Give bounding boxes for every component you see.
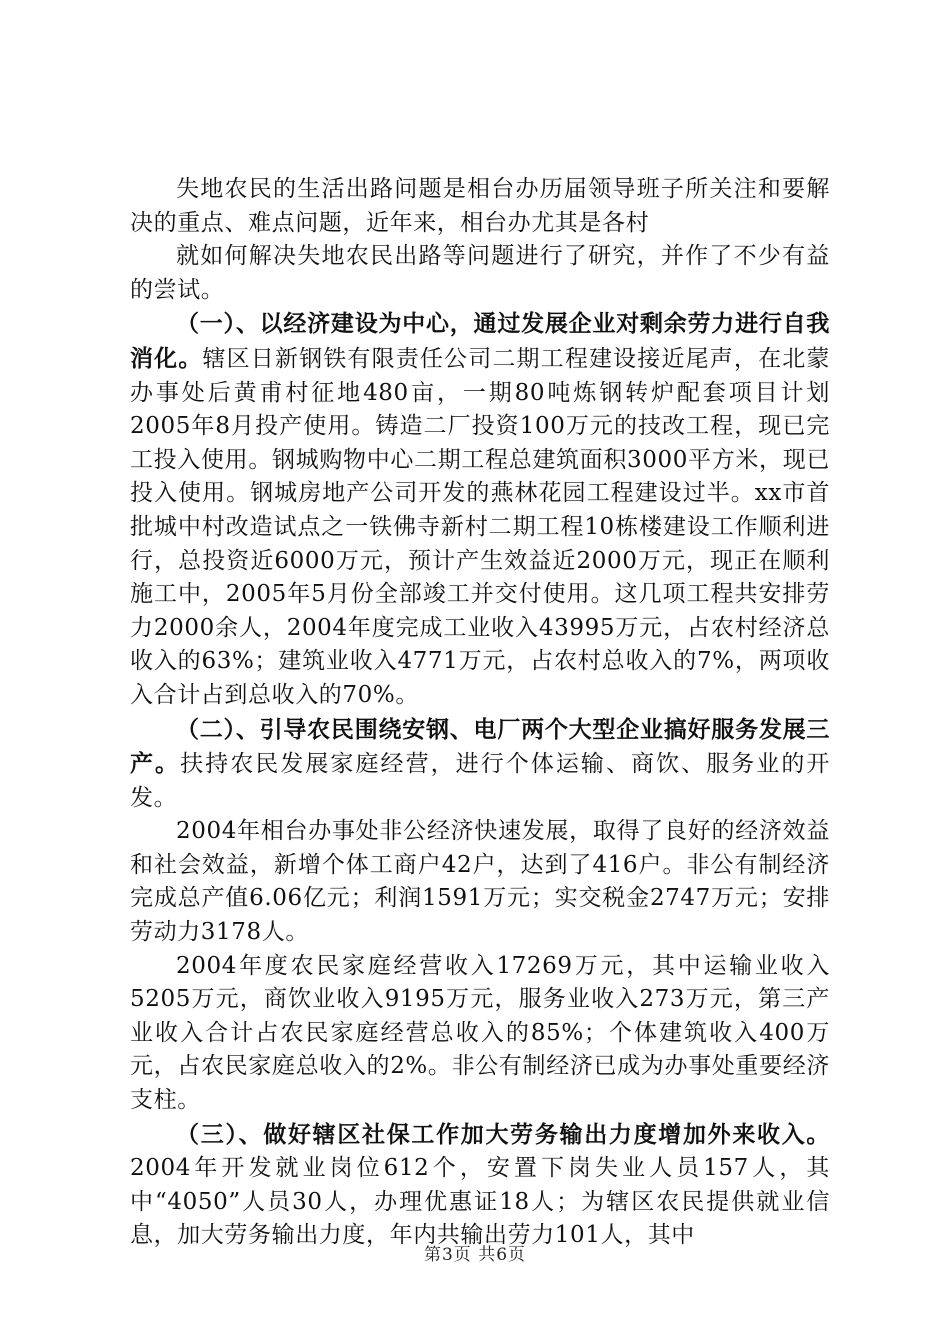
paragraph-4 xyxy=(130,713,830,816)
page-footer xyxy=(0,1240,950,1265)
paragraph-7-text: 2004年开发就业岗位612个，安置下岗失业人员157人，其中“4050”人员30人，办理优惠证18人；为辖区农民提供就业信息，加大劳务输出力度，年内共输出劳力101人，其中 xyxy=(130,1155,830,1249)
paragraph-3 xyxy=(130,307,830,712)
section-heading-3: （三）、做好辖区社保工作加大劳务输出力度增加外来收入。 xyxy=(176,1120,830,1148)
paragraph-6 xyxy=(130,950,830,1118)
paragraph-5-text: 2004年相台办事处非公经济快速发展，取得了良好的经济效益和社会效益，新增个体工商户42户，达到了416户。非公有制经济完成总产值6.06亿元；利润1591万元；实交税金2747万元；安排劳动力3178人。 xyxy=(130,818,830,946)
document-body xyxy=(130,173,830,1253)
section-heading-2: （二）、引导农民围绕安钢、电厂两个大型企业搞好服务发展三产。 xyxy=(130,715,830,778)
paragraph-2 xyxy=(130,240,830,307)
section-heading-1: （一）、以经济建设为中心，通过发展企业对剩余劳力进行自我消化。 xyxy=(130,310,830,372)
paragraph-1 xyxy=(130,173,830,240)
paragraph-5 xyxy=(130,815,830,949)
paragraph-3-text: 辖区日新钢铁有限责任公司二期工程建设接近尾声，在北蒙办事处后黄甫村征地480亩，一期80吨炼钢转炉配套项目计划2005年8月投产使用。铸造二厂投资100万元的技改工程，现已完工投入使用。钢城购物中心二期工程总建筑面积3000平方米，现已投入使用。钢城房地产公司开发的燕林花园工程建设过半。xx市首批城中村改造试点之一铁佛寺新村二期工程10栋楼建设工作顺利进行，总投资近6000万元，预计产生效益近2000万元，现正在顺利施工中，2005年5月份全部竣工并交付使用。这几项工程共安排劳力2000余人，2004年度完成工业收入43995万元，占农村经济总收入的63%；建筑业收入4771万元，占农村总收入的7%，两项收入合计占到总收入的70%。 xyxy=(130,345,830,708)
paragraph-1-text: 失地农民的生活出路问题是相台办历届领导班子所关注和要解决的重点、难点问题，近年来，相台办尤其是各村 xyxy=(130,176,830,236)
paragraph-4-text: 扶持农民发展家庭经营，进行个体运输、商饮、服务业的开发。 xyxy=(130,751,830,811)
page-number-label: 第3页 共6页 xyxy=(423,1245,527,1265)
paragraph-2-text: 就如何解决失地农民出路等问题进行了研究，并作了不少有益的尝试。 xyxy=(130,243,830,303)
paragraph-6-text: 2004年度农民家庭经营收入17269万元，其中运输业收入5205万元，商饮业收入9195万元，服务业收入273万元，第三产业收入合计占农民家庭经营总收入的85%；个体建筑收入400万元，占农民家庭总收入的2%。非公有制经济已成为办事处重要经济支柱。 xyxy=(130,952,830,1114)
paragraph-7 xyxy=(130,1118,830,1253)
